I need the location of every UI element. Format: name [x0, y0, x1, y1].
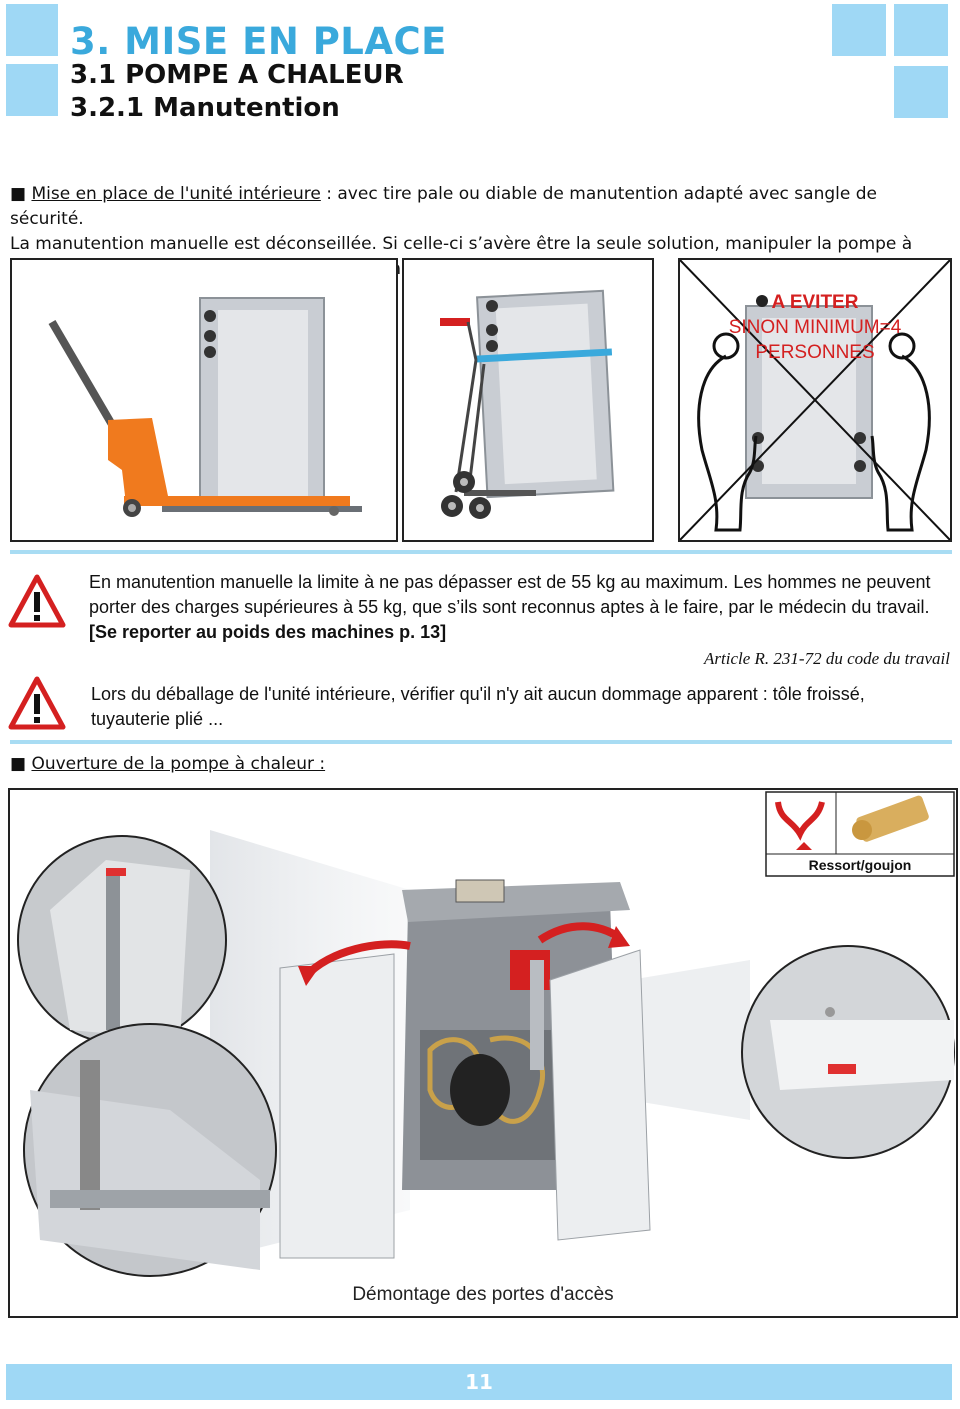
figure-caption: Démontage des portes d'accès — [352, 1284, 614, 1305]
intro-text: : avec tire pale ou diable de manutention adapté avec sangle de sécurité. — [10, 184, 877, 229]
opening-section-heading — [10, 754, 325, 774]
avoid-line: SINON MINIMUM=4 — [728, 317, 902, 338]
divider — [10, 740, 952, 744]
hand-truck-illustration — [402, 258, 654, 542]
header-decor-square — [6, 64, 58, 116]
avoid-label — [680, 290, 950, 365]
legal-article-reference: Article R. 231-72 du code du travail — [704, 649, 950, 668]
header-decor-square — [832, 4, 886, 56]
intro-link[interactable]: Mise en place de l'unité intérieure — [31, 184, 321, 204]
warning-triangle-icon — [8, 574, 66, 628]
warning-text-plain: En manutention manuelle la limite à ne pas dépasser est de 55 kg au maximum. Les hommes ne peuvent porter des charges supérieures à 55 kg, que s’ils sont reconnus aptes à le faire, par le médecin du travail. — [89, 572, 931, 617]
weight-reference: [Se reporter au poids des machines p. 13] — [89, 622, 447, 642]
warning-text-weight-limit — [89, 570, 947, 645]
hand-truck-drawing — [404, 260, 652, 540]
door-removal-figure — [8, 788, 958, 1318]
section-title: 3.1 POMPE A CHALEUR — [70, 60, 404, 90]
opening-link[interactable]: Ouverture de la pompe à chaleur : — [31, 754, 326, 774]
inset-label: Ressort/goujon — [808, 857, 912, 873]
warning-text-unpacking: Lors du déballage de l'unité intérieure, vérifier qu'il n'y ait aucun dommage apparent : tôle froissé, tuyauterie plié ... — [91, 684, 865, 729]
pallet-truck-illustration — [10, 258, 398, 542]
header-decor-square — [894, 4, 948, 56]
page-title: 3. MISE EN PLACE — [70, 20, 447, 63]
intro-line: La manutention manuelle est déconseillée. Si celle-ci s’avère être la seule solution, manipuler la pompe à — [10, 234, 913, 254]
header-decor-square — [894, 66, 948, 118]
warning-triangle-icon — [8, 676, 66, 730]
bullet: ■ — [10, 754, 27, 774]
subsection-title: 3.2.1 Manutention — [70, 93, 340, 123]
manual-carry-avoid-illustration — [678, 258, 952, 542]
pallet-truck-drawing — [12, 260, 396, 540]
avoid-line: PERSONNES — [755, 342, 875, 363]
header-decor-square — [6, 4, 58, 56]
page-number: 11 — [465, 1370, 493, 1394]
bullet: ■ — [10, 184, 27, 204]
divider — [10, 550, 952, 554]
page-footer — [6, 1364, 952, 1400]
avoid-title: A EVITER — [771, 292, 859, 313]
